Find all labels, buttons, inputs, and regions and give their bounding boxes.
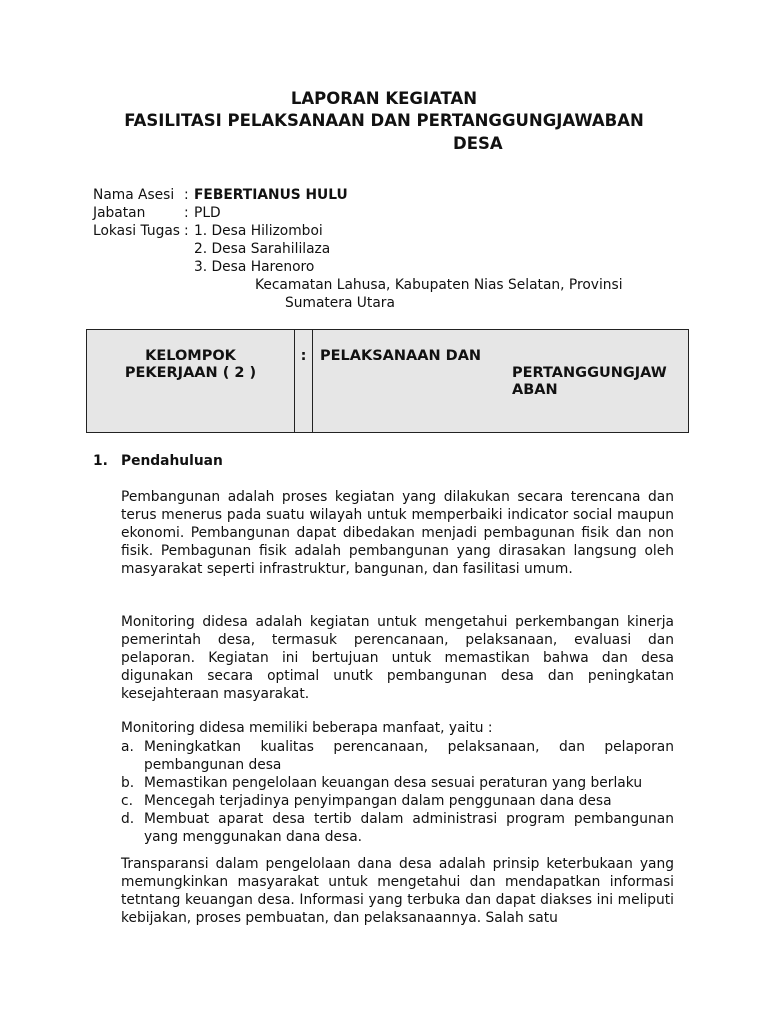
job-value: PLD	[194, 205, 221, 221]
list-marker: b.	[121, 775, 135, 791]
report-title-line1: LAPORAN KEGIATAN	[290, 89, 478, 108]
region-line2: Sumatera Utara	[285, 295, 395, 311]
name-label: Nama Asesi	[93, 187, 175, 203]
list-marker: a.	[121, 739, 134, 755]
location-separator: :	[184, 223, 189, 239]
list-text: Membuat aparat desa tertib dalam administrasi program pembangunan yang menggunakan dana desa.	[144, 811, 674, 845]
paragraph-pembangunan: Pembangunan adalah proses kegiatan yang dilakukan secara terencana dan terus menerus pada suatu wilayah untuk memperbaiki indicator social maupun ekonomi. Pembangunan dapat dibedakan menjadi pembagunan fisik dan non fisik. Pembagunan fisik adalah pembangunan yang dirasakan langsung oleh masyarakat seperti infrastruktur, bangunan, dan fasilitasi umum.	[121, 489, 674, 577]
list-item	[121, 792, 674, 810]
report-title-line3: DESA	[453, 134, 503, 153]
location-label: Lokasi Tugas	[93, 223, 180, 239]
name-value: FEBERTIANUS HULU	[194, 187, 348, 203]
work-group-value-line2: PERTANGGUNGJAW	[512, 365, 667, 381]
report-title-line2: FASILITASI PELAKSANAAN DAN PERTANGGUNGJAWABAN	[124, 111, 644, 130]
list-item	[121, 810, 674, 846]
work-group-label-line1: KELOMPOK	[145, 348, 236, 364]
job-label: Jabatan	[93, 205, 146, 221]
list-item	[121, 738, 674, 774]
work-group-value-line1: PELAKSANAAN DAN	[320, 348, 482, 364]
list-item	[121, 774, 674, 792]
list-marker: c.	[121, 793, 133, 809]
paragraph-monitoring: Monitoring didesa adalah kegiatan untuk mengetahui perkembangan kinerja pemerintah desa, termasuk perencanaan, pelaksanaan, evaluasi dan pelaporan. Kegiatan ini bertujuan untuk memastikan bahwa dan desa digunakan secara optimal unutk pembangunan desa dan peningkatan kesejahteraan masyarakat.	[121, 614, 674, 702]
location-item: 3. Desa Harenoro	[194, 259, 315, 275]
paragraph-transparansi: Transparansi dalam pengelolaan dana desa adalah prinsip keterbukaan yang memungkinkan masyarakat untuk mengetahui dan mendapatkan informasi tetntang keuangan desa. Informasi yang terbuka dan dapat diakses ini meliputi kebijakan, proses pembuatan, dan pelaksanaannya. Salah satu	[121, 856, 674, 926]
list-marker: d.	[121, 811, 135, 827]
work-group-box	[86, 329, 689, 433]
location-item: 2. Desa Sarahililaza	[194, 241, 331, 257]
job-separator: :	[184, 205, 189, 221]
region-line1: Kecamatan Lahusa, Kabupaten Nias Selatan, Provinsi	[255, 277, 623, 293]
paragraph-benefits-intro: Monitoring didesa memiliki beberapa manfaat, yaitu :	[121, 720, 493, 736]
work-group-value-cell	[313, 330, 689, 433]
section-number: 1.	[93, 453, 108, 469]
name-separator: :	[184, 187, 189, 203]
section-title: Pendahuluan	[121, 453, 223, 469]
work-group-value-line3: ABAN	[512, 382, 558, 398]
list-text: Memastikan pengelolaan keuangan desa sesuai peraturan yang berlaku	[144, 775, 643, 791]
list-text: Mencegah terjadinya penyimpangan dalam penggunaan dana desa	[144, 793, 612, 809]
work-group-label-cell	[87, 330, 295, 433]
work-group-separator: :	[295, 330, 313, 433]
work-group-label-line2: PEKERJAAN ( 2 )	[124, 365, 257, 381]
list-text: Meningkatkan kualitas perencanaan, pelaksanaan, dan pelaporan pembangunan desa	[144, 739, 674, 773]
location-item: 1. Desa Hilizomboi	[194, 223, 323, 239]
